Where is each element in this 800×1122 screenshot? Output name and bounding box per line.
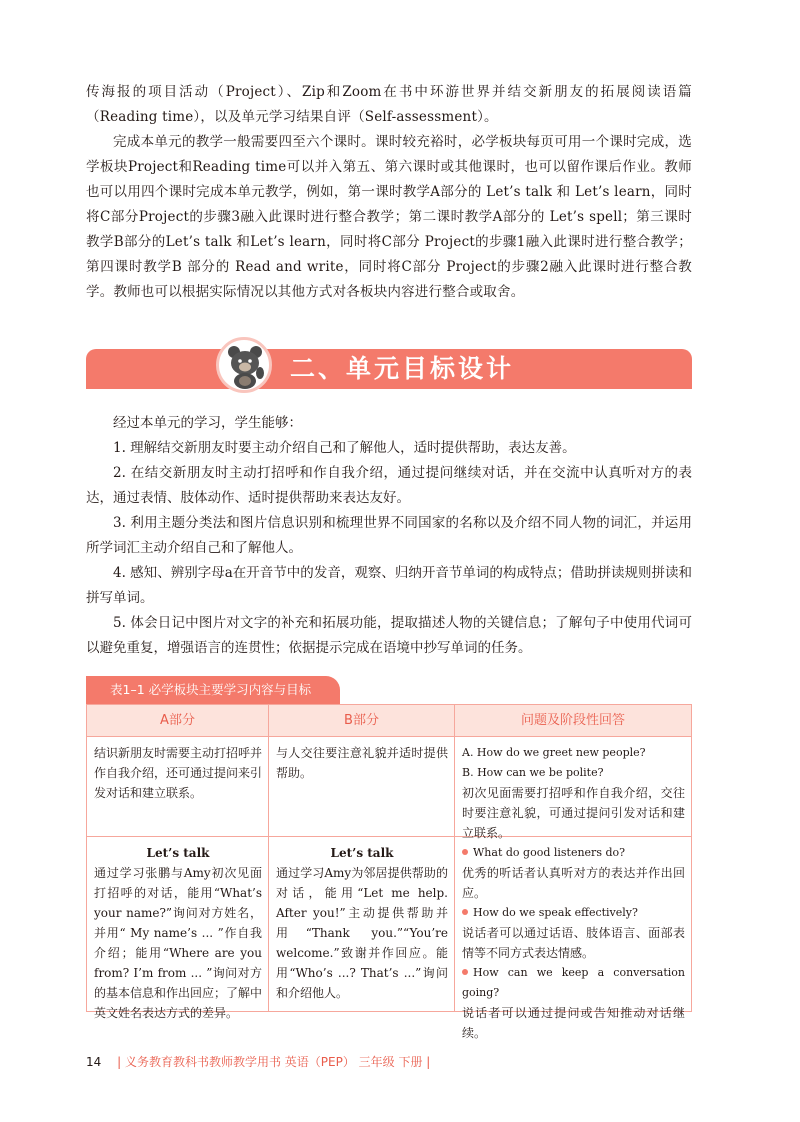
goal-item: 4. 感知、辨别字母a在开音节中的发音，观察、归纳开音节单词的构成特点；借助拼读规则拼读和拼写单词。 bbox=[86, 565, 692, 606]
goal-item: 3. 利用主题分类法和图片信息识别和梳理世界不同国家的名称以及介绍不同人物的词汇，并运用所学词汇主动介绍自己和了解他人。 bbox=[86, 515, 692, 556]
page-number: 14 bbox=[86, 1055, 102, 1069]
cell-subtitle: Let’s talk bbox=[330, 846, 394, 860]
goal-item: 2. 在结交新朋友时主动打招呼和作自我介绍，通过提问继续对话，并在交流中认真听对方的表达，通过表情、肢体动作、适时提供帮助来表达友好。 bbox=[86, 465, 692, 506]
table-header-a: A部分 bbox=[87, 705, 269, 737]
cell-subtitle: Let’s talk bbox=[146, 846, 210, 860]
answer-text: 说话者可以通过提问或告知推动对话继续。 bbox=[462, 1006, 685, 1040]
cell-text: 通过学习张鹏与Amy初次见面打招呼的对话，能用“What’s your name?”询问对方姓名，并用“ My name’s ... ”作自我介绍；能用“Where are you from? I’m from ... ”询问对方的基本信息和作出回应；了解中英文姓名表达方式的差异。 bbox=[94, 866, 263, 1020]
question-text: What do good listeners do? bbox=[473, 846, 626, 859]
table-cell bbox=[455, 837, 691, 1040]
table-header-b: B部分 bbox=[269, 705, 455, 737]
question-text: A. How do we greet new people? bbox=[462, 746, 646, 759]
table-cell bbox=[455, 737, 691, 840]
bullet-icon bbox=[462, 909, 468, 915]
bullet-icon bbox=[462, 849, 468, 855]
footer-text: | 义务教育教科书教师教学用书 英语（PEP） 三年级 下册 | bbox=[117, 1055, 431, 1069]
question-text: B. How can we be polite? bbox=[462, 766, 604, 779]
question-text: How do we speak effectively? bbox=[473, 906, 638, 919]
page-footer bbox=[86, 1053, 430, 1070]
table-header-questions: 问题及阶段性回答 bbox=[455, 705, 691, 737]
intro-paragraph-1: 传海报的项目活动（Project）、Zip和Zoom在书中环游世界并结交新朋友的拓展阅读语篇（Reading time），以及单元学习结果自评（Self-assessment）。 bbox=[86, 84, 692, 125]
answer-text: 优秀的听话者认真听对方的表达并作出回应。 bbox=[462, 866, 685, 900]
answer-text: 说话者可以通过话语、肢体语言、面部表情等不同方式表达情感。 bbox=[462, 926, 685, 960]
intro-paragraph-2: 完成本单元的教学一般需要四至六个课时。课时较充裕时，必学板块每页可用一个课时完成，选学板块Project和Reading time可以并入第五、第六课时或其他课时，也可以留作课后作业。教师也可以用四个课时完成本单元教学，例如，第一课时教学A部分的 Let’s talk 和 Let’s learn，同时将C部分Project的步骤3融入此课时进行整合教学；第二课时教学A部分的 Let’s spell；第三课时教学B部分的Let’s talk 和Let’s learn，同时将C部分 Project的步骤1融入此课时进行整合教学；第四课时教学B 部分的 Read and write，同时将C部分 Project的步骤2融入此课时进行整合教学。教师也可以根据实际情况以其他方式对各板块内容进行整合或取舍。 bbox=[86, 134, 692, 300]
goals-lead: 经过本单元的学习，学生能够： bbox=[113, 415, 302, 431]
table-cell bbox=[269, 837, 455, 1011]
answer-text: 初次见面需要打招呼和作自我介绍，交往时要注意礼貌，可通过提问引发对话和建立联系。 bbox=[462, 786, 685, 840]
bullet-icon bbox=[462, 969, 468, 975]
table-cell: 结识新朋友时需要主动打招呼并作自我介绍，还可通过提问来引发对话和建立联系。 bbox=[87, 737, 269, 837]
goal-item: 1. 理解结交新朋友时要主动介绍自己和了解他人，适时提供帮助，表达友善。 bbox=[113, 440, 576, 456]
goal-item: 5. 体会日记中图片对文字的补充和拓展功能，提取描述人物的关键信息；了解句子中使用代词可以避免重复，增强语言的连贯性；依据提示完成在语境中抄写单词的任务。 bbox=[86, 615, 692, 656]
question-text: How can we keep a conversation going? bbox=[462, 966, 685, 999]
cell-text: 通过学习Amy为邻居提供帮助的对话，能用“Let me help. After you!”主动提供帮助并用“Thank you.”“You’re welcome.”致谢并作回应。能用“Who’s ...? That’s ...”询问和介绍他人。 bbox=[276, 866, 448, 1000]
table-cell: 与人交往要注意礼貌并适时提供帮助。 bbox=[269, 737, 455, 837]
table-cell bbox=[87, 837, 269, 1020]
table-caption: 表1–1 必学板块主要学习内容与目标 bbox=[86, 676, 340, 704]
content-table bbox=[86, 704, 692, 1040]
bear-mascot-icon bbox=[216, 337, 272, 393]
section-title: 二、单元目标设计 bbox=[290, 354, 515, 383]
section-banner bbox=[86, 349, 692, 389]
